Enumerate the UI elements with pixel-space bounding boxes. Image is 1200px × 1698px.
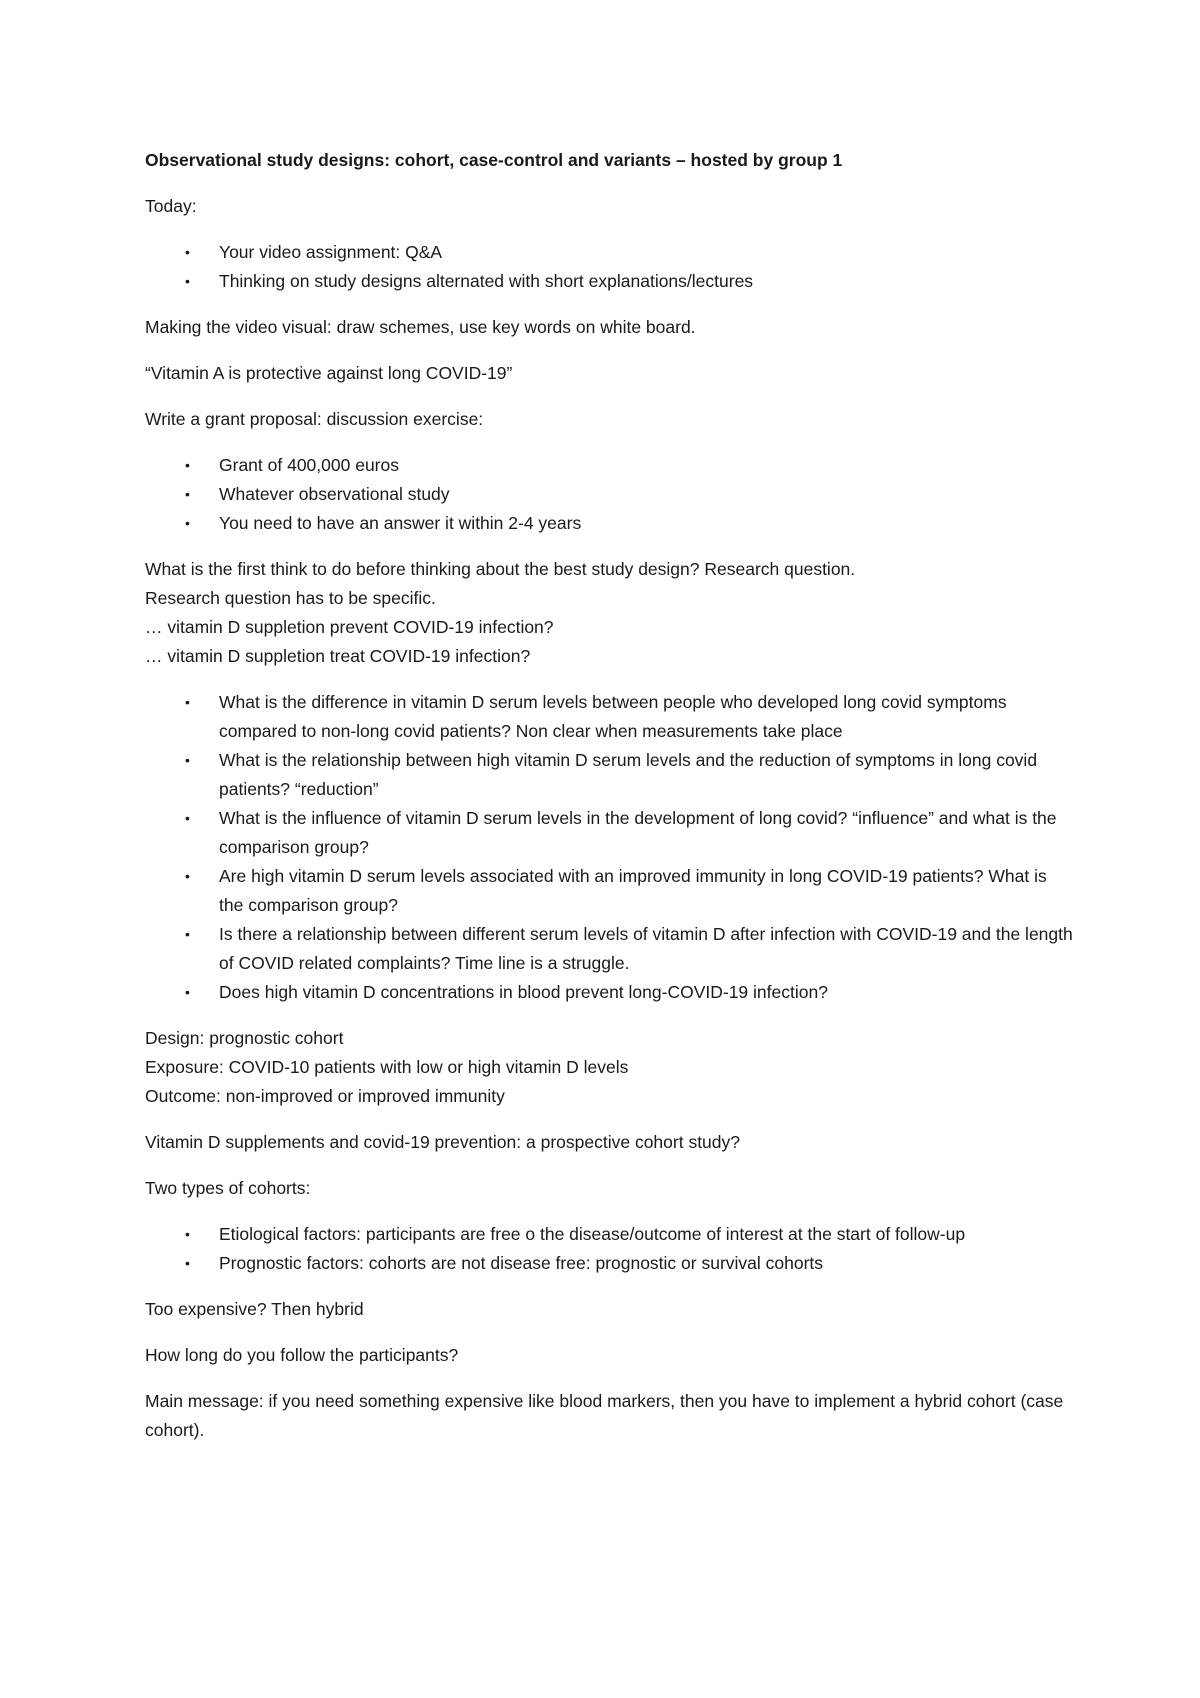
bullet-icon: • — [185, 868, 190, 884]
bullet-icon: • — [185, 694, 190, 710]
cohort-types-label: Two types of cohorts: — [145, 1178, 311, 1198]
list-item: • Your video assignment: Q&A — [145, 238, 1075, 267]
bullet-icon: • — [185, 515, 190, 531]
research-question-block — [145, 555, 1075, 671]
list-item: • Are high vitamin D serum levels associated with an improved immunity in long COVID-19 patients? What is the comparison group? — [145, 862, 1075, 920]
research-line: What is the first think to do before thinking about the best study design? Research question. — [145, 559, 856, 579]
cohort-types-list — [145, 1220, 1075, 1278]
expensive-note: Too expensive? Then hybrid — [145, 1299, 364, 1319]
design-block — [145, 1024, 1075, 1111]
bullet-icon: • — [185, 244, 190, 260]
hypothesis-quote: “Vitamin A is protective against long COVID-19” — [145, 363, 513, 383]
research-line: … vitamin D suppletion prevent COVID-19 infection? — [145, 617, 554, 637]
bullet-icon: • — [185, 984, 190, 1000]
exposure-line: Exposure: COVID-10 patients with low or high vitamin D levels — [145, 1057, 629, 1077]
outcome-line: Outcome: non-improved or improved immunity — [145, 1086, 505, 1106]
today-list — [145, 238, 1075, 296]
bullet-icon: • — [185, 457, 190, 473]
grant-list — [145, 451, 1075, 538]
list-item: • Is there a relationship between different serum levels of vitamin D after infection with COVID-19 and the length of COVID related complaints? Time line is a struggle. — [145, 920, 1075, 978]
bullet-icon: • — [185, 273, 190, 289]
today-label: Today: — [145, 196, 197, 216]
document-content — [145, 146, 1075, 1462]
research-line: Research question has to be specific. — [145, 588, 436, 608]
list-item: • What is the difference in vitamin D serum levels between people who developed long covid symptoms compared to non-long covid patients? Non clear when measurements take place — [145, 688, 1075, 746]
list-item: • What is the influence of vitamin D serum levels in the development of long covid? “influence” and what is the comparison group? — [145, 804, 1075, 862]
list-item: • You need to have an answer it within 2-4 years — [145, 509, 1075, 538]
bullet-icon: • — [185, 926, 190, 942]
design-line: Design: prognostic cohort — [145, 1028, 344, 1048]
list-item: • Thinking on study designs alternated with short explanations/lectures — [145, 267, 1075, 296]
list-item: • Does high vitamin D concentrations in blood prevent long-COVID-19 infection? — [145, 978, 1075, 1007]
list-item: • Etiological factors: participants are free o the disease/outcome of interest at the start of follow-up — [145, 1220, 1075, 1249]
bullet-icon: • — [185, 1255, 190, 1271]
list-item: • Grant of 400,000 euros — [145, 451, 1075, 480]
document-title: Observational study designs: cohort, case-control and variants – hosted by group 1 — [145, 150, 843, 170]
bullet-icon: • — [185, 486, 190, 502]
prospective-question: Vitamin D supplements and covid-19 prevention: a prospective cohort study? — [145, 1132, 741, 1152]
research-line: … vitamin D suppletion treat COVID-19 infection? — [145, 646, 531, 666]
question-list — [145, 688, 1075, 1007]
bullet-icon: • — [185, 1226, 190, 1242]
bullet-icon: • — [185, 810, 190, 826]
list-item: • Whatever observational study — [145, 480, 1075, 509]
main-message: Main message: if you need something expensive like blood markers, then you have to implement a hybrid cohort (case cohort). — [145, 1391, 1064, 1440]
follow-question: How long do you follow the participants? — [145, 1345, 459, 1365]
list-item: • What is the relationship between high vitamin D serum levels and the reduction of symptoms in long covid patients? “reduction” — [145, 746, 1075, 804]
video-tip: Making the video visual: draw schemes, use key words on white board. — [145, 317, 696, 337]
grant-label: Write a grant proposal: discussion exercise: — [145, 409, 484, 429]
list-item: • Prognostic factors: cohorts are not disease free: prognostic or survival cohorts — [145, 1249, 1075, 1278]
bullet-icon: • — [185, 752, 190, 768]
